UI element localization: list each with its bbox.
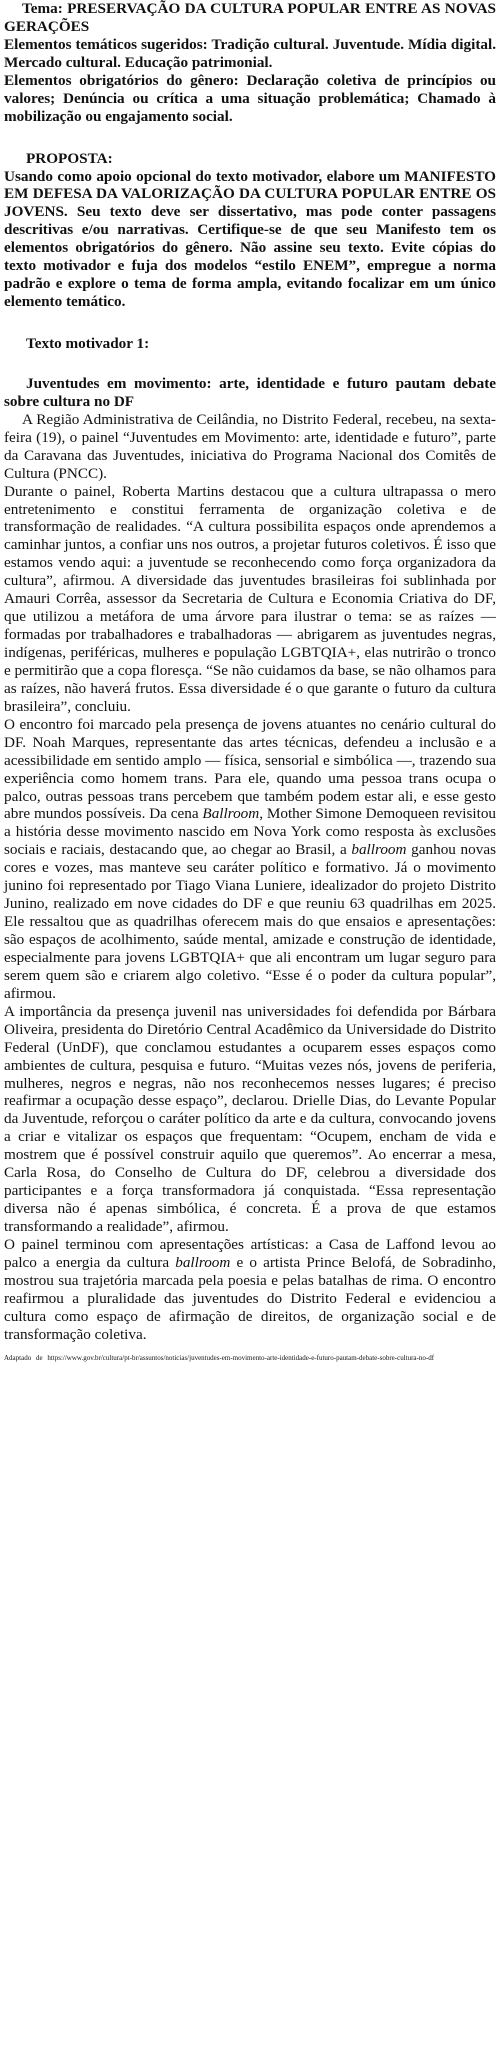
proposta-text: Usando como apoio opcional do texto motivador, elabore um MANIFESTO EM DEFESA DA VALORIZAÇÃO DA CULTURA POPULAR ENTRE OS JOVENS. Seu texto deve ser dissertativo, mas pode conter passagens descritivas e/ou narrativas. Certifique-se de que seu Manifesto tem os elementos obrigatórios do gênero. Não assine seu texto. Evite cópias do texto motivador e fuja dos modelos “estilo ENEM”, empregue a norma padrão e explore o tema de forma ampla, evitando focalizar em um único elemento temático. xyxy=(4,167,496,311)
paragraph-3-part-a: O encontro foi marcado pela presença de jovens atuantes no cenário cultural do DF. Noah Marques, representante das artes técnicas, defendeu a inclusão e a acessibilidade em sentido amplo — física, sensorial e simbólica —, trazendo sua experiência como homem trans. Para ele, quando uma pessoa trans ocupa o palco, outras pessoas trans percebem que também podem estar ali, e esse gesto abre mundos possíveis. Da cena xyxy=(4,715,496,823)
motivador-heading: Texto motivador 1: xyxy=(26,335,150,352)
paragraph-5-part-a: O painel terminou com apresentações artísticas: a Casa de Laffond levou ao palco a energia da cultura xyxy=(4,1235,496,1271)
article-paragraph-5 xyxy=(4,1236,496,1344)
article-paragraph-4: A importância da presença juvenil nas universidades foi defendida por Bárbara Oliveira, presidenta do Diretório Central Acadêmico da Universidade do Distrito Federal (UnDF), que conclamou estudantes a ocuparem esses espaços como ambientes de cultura, pesquisa e futuro. “Muitas vezes nós, jovens de periferia, mulheres, negros e negras, não nos reconhecemos nesses lugares; é preciso reafirmar a ocupação desse espaço”, declarou. Drielle Dias, do Levante Popular da Juventude, reforçou o caráter político da arte e da cultura, convocando jovens a criar e vitalizar os espaços que frequentam: “Ocupem, encham de vida e mostrem que é possível construir aquilo que queremos”. Ao encerrar a mesa, Carla Rosa, do Conselho de Cultura do DF, celebrou a diversidade dos participantes e a força transformadora já conquistada. “Essa representação diversa não é apenas simbólica, é concreta. É a prova de que estamos transformando a realidade”, afirmou. xyxy=(4,1002,496,1235)
article-paragraph-2: Durante o painel, Roberta Martins destacou que a cultura ultrapassa o mero entretenimento e constitui ferramenta de organização coletiva e de transformação de realidades. “A cultura possibilita espaços onde aprendemos a caminhar juntos, a confiar uns nos outros, a projetar futuros coletivos. É isso que estamos vendo aqui: a juventude se reconhecendo como força organizadora da cultura”, afirmou. A diversidade das juventudes brasileiras foi sublinhada por Amauri Corrêa, assessor da Secretaria de Cultura e Economia Criativa do DF, que utilizou a metáfora de uma árvore para ilustrar o tema: se as raízes — formadas por trabalhadores e trabalhadoras — abrigarem as juventudes negras, indígenas, periféricas, mulheres e população LGBTQIA+, elas nutrirão o tronco e permitirão que a copa floresça. “Se não cuidamos da base, se não olhamos para as raízes, não haverá frutos. Essa diversidade é o que garante o futuro da cultura brasileira”, concluiu. xyxy=(4,482,496,715)
paragraph-5-part-b: e o artista Prince Belofá, de Sobradinho, mostrou sua trajetória marcada pela poesia e pelas batalhas de rima. O encontro reafirmou a pluralidade das juventudes do Distrito Federal e evidenciou a cultura como espaço de afirmação de direitos, de organização social e de transformação coletiva. xyxy=(4,1253,497,1343)
ballroom-term: ballroom xyxy=(351,841,407,859)
elementos-tematicos: Elementos temáticos sugeridos: Tradição cultural. Juventude. Mídia digital. Mercado cultural. Educação patrimonial. xyxy=(4,35,496,71)
source-citation xyxy=(4,1354,496,1364)
article-paragraph-3 xyxy=(4,716,496,1003)
tema-heading: Tema: PRESERVAÇÃO DA CULTURA POPULAR ENTRE AS NOVAS GERAÇÕES xyxy=(4,0,496,35)
elementos-obrigatorios: Elementos obrigatórios do gênero: Declaração coletiva de princípios ou valores; Denúncia ou crítica a uma situação problemática; Chamado à mobilização ou engajamento social. xyxy=(4,71,496,125)
paragraph-3-part-b: , Mother Simone Demoqueen revisitou a história desse movimento nascido em Nova York como resposta às exclusões sociais e raciais, destacando que, ao chegar ao Brasil, a xyxy=(4,805,497,859)
ballroom-term: Ballroom xyxy=(202,805,260,823)
source-prefix: Adaptado de xyxy=(4,1353,43,1362)
paragraph-3-part-c: ganhou novas cores e vozes, mas manteve seu caráter político e formativo. Já o movimento junino foi representado por Tiago Viana Luniere, idealizador do projeto Distrito Junino, realizado em nove cidades do DF e que reuniu 63 quadrilhas em 2025. Ele ressaltou que as quadrilhas oferecem mais do que ensaios e apresentações: são espaços de acolhimento, saúde mental, amizade e construção de identidade, especialmente para jovens LGBTQIA+ que ali encontram um lugar seguro para serem quem são e criarem algo coletivo. “Esse é o poder da cultura popular”, afirmou. xyxy=(4,841,496,1002)
source-url-link[interactable]: https://www.gov.br/cultura/pt-br/assuntos/noticias/juventudes-em-movimento-arte-identidade-e-futuro-pautam-debate-sobre-cultura-no-df xyxy=(47,1353,435,1362)
article-paragraph-1: A Região Administrativa de Ceilândia, no Distrito Federal, recebeu, na sexta-feira (19), o painel “Juventudes em Movimento: arte, identidade e futuro”, parte da Caravana das Juventudes, iniciativa do Programa Nacional dos Comitês de Cultura (PNCC). xyxy=(4,410,496,482)
ballroom-term: ballroom xyxy=(175,1253,231,1271)
proposta-heading: PROPOSTA: xyxy=(26,149,113,167)
article-title: Juventudes em movimento: arte, identidade e futuro pautam debate sobre cultura no DF xyxy=(4,374,496,410)
